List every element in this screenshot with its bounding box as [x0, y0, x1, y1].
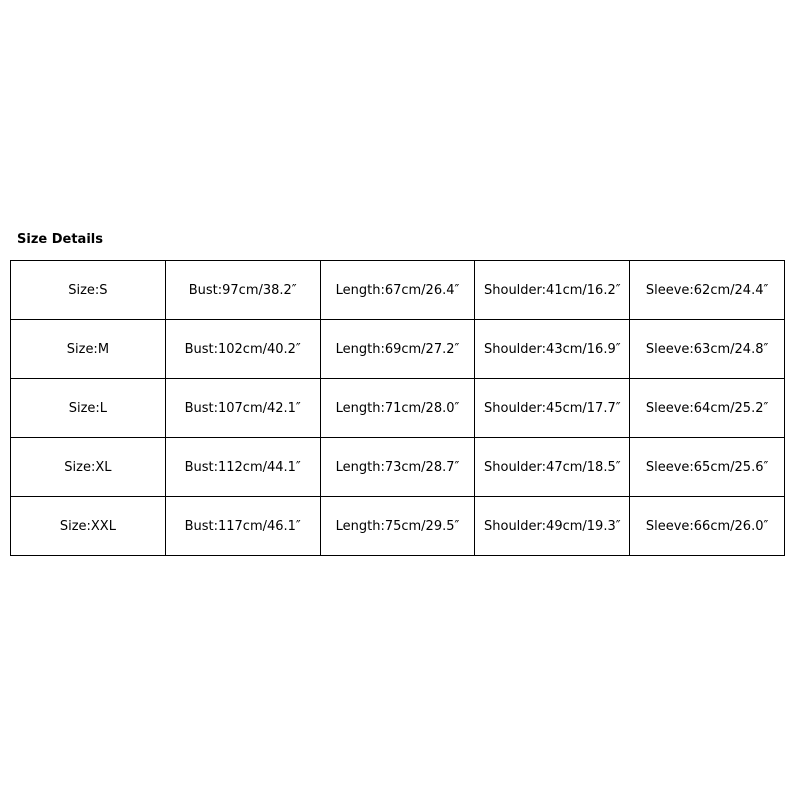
- size-cell: Size:M: [11, 320, 166, 379]
- table-row-size-l: [11, 379, 785, 438]
- table-row-size-m: [11, 320, 785, 379]
- sleeve-cell: Sleeve:64cm/25.2″: [630, 379, 785, 438]
- length-cell: Length:71cm/28.0″: [320, 379, 475, 438]
- size-cell: Size:XXL: [11, 497, 166, 556]
- length-cell: Length:75cm/29.5″: [320, 497, 475, 556]
- shoulder-cell: Shoulder:41cm/16.2″: [475, 261, 630, 320]
- bust-cell: Bust:112cm/44.1″: [165, 438, 320, 497]
- bust-cell: Bust:102cm/40.2″: [165, 320, 320, 379]
- shoulder-cell: Shoulder:45cm/17.7″: [475, 379, 630, 438]
- size-details-title: Size Details: [17, 232, 103, 247]
- shoulder-cell: Shoulder:49cm/19.3″: [475, 497, 630, 556]
- bust-cell: Bust:107cm/42.1″: [165, 379, 320, 438]
- size-table: [10, 260, 785, 556]
- table-row-size-xxl: [11, 497, 785, 556]
- bust-cell: Bust:117cm/46.1″: [165, 497, 320, 556]
- sleeve-cell: Sleeve:66cm/26.0″: [630, 497, 785, 556]
- size-cell: Size:L: [11, 379, 166, 438]
- size-cell: Size:XL: [11, 438, 166, 497]
- shoulder-cell: Shoulder:43cm/16.9″: [475, 320, 630, 379]
- length-cell: Length:69cm/27.2″: [320, 320, 475, 379]
- shoulder-cell: Shoulder:47cm/18.5″: [475, 438, 630, 497]
- sleeve-cell: Sleeve:63cm/24.8″: [630, 320, 785, 379]
- bust-cell: Bust:97cm/38.2″: [165, 261, 320, 320]
- size-cell: Size:S: [11, 261, 166, 320]
- sleeve-cell: Sleeve:65cm/25.6″: [630, 438, 785, 497]
- table-row-size-xl: [11, 438, 785, 497]
- length-cell: Length:73cm/28.7″: [320, 438, 475, 497]
- length-cell: Length:67cm/26.4″: [320, 261, 475, 320]
- table-row-size-s: [11, 261, 785, 320]
- sleeve-cell: Sleeve:62cm/24.4″: [630, 261, 785, 320]
